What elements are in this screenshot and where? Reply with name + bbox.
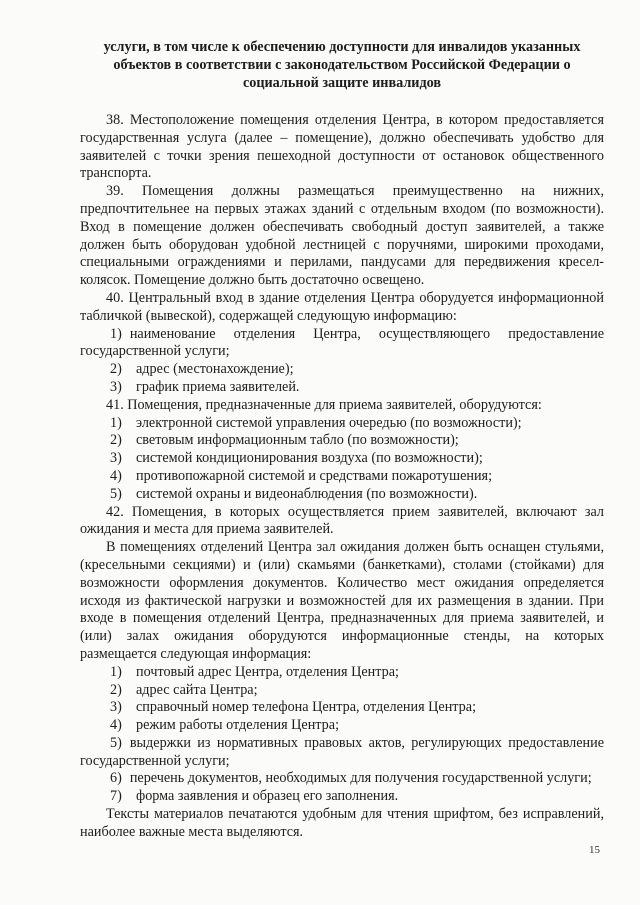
list-item: 5) выдержки из нормативных правовых актов, регулирующих предоставление государственной услуги; xyxy=(80,734,604,769)
list-item: 1) почтовый адрес Центра, отделения Центра; xyxy=(110,663,399,680)
list-item: 2) адрес (местонахождение); xyxy=(110,361,294,378)
list-item: 6) перечень документов, необходимых для получения государственной услуги; xyxy=(110,770,592,787)
list-item: 3) справочный номер телефона Центра, отделения Центра; xyxy=(110,699,477,716)
list-item: 1) наименование отделения Центра, осуществляющего предоставление государственной услуги; xyxy=(80,325,604,360)
list-item: 2) световым информационным табло (по возможности); xyxy=(110,432,459,449)
list-item: 3) системой кондиционирования воздуха (по возможности); xyxy=(110,450,483,467)
paragraph-42: 42. Помещения, в которых осуществляется прием заявителей, включают зал ожидания и места для приема заявителей. xyxy=(80,503,604,538)
list-item: 3) график приема заявителей. xyxy=(110,378,300,395)
list-item: 2) адрес сайта Центра; xyxy=(110,681,258,698)
paragraph-38: 38. Местоположение помещения отделения Центра, в котором предоставляется государственная услуга (далее – помещение), должно обеспечивать удобство для заявителей с точки зрения пешеходной доступности от остановок общественного транспорта. xyxy=(80,112,604,182)
document-body xyxy=(80,38,604,842)
page-number: 15 xyxy=(589,844,600,856)
paragraph-42-waiting-area: В помещениях отделений Центра зал ожидания должен быть оснащен стульями, (кресельными секциями) и (или) скамьями (банкетками), столами (стойками) для возможности оформления документов. Количество мест ожидания определяется исходя из фактической нагрузки и возможностей для их размещения в здании. При входе в помещения отделений Центра, предназначенных для приема заявителей, и (или) залах ожидания оборудуются информационные стенды, на которых размещается следующая информация: xyxy=(80,539,604,662)
paragraph-closing: Тексты материалов печатаются удобным для чтения шрифтом, без исправлений, наиболее важные места выделяются. xyxy=(80,806,604,840)
paragraph-41: 41. Помещения, предназначенные для приема заявителей, оборудуются: xyxy=(106,396,542,413)
paragraph-39: 39. Помещения должны размещаться преимущественно на нижних, предпочтительнее на первых этажах зданий с отдельным входом (по возможности). Вход в помещение должен обеспечивать свободный доступ заявителей, а также должен быть оборудован удобной лестницей с поручнями, широкими проходами, специальными ограждениями и перилами, пандусами для передвижения кресел-колясок. Помещение должно быть достаточно освещено. xyxy=(80,183,604,289)
list-item: 5) системой охраны и видеонаблюдения (по возможности). xyxy=(110,485,478,502)
list-item: 4) противопожарной системой и средствами пожаротушения; xyxy=(110,467,493,484)
list-item: 4) режим работы отделения Центра; xyxy=(110,717,340,734)
list-item: 1) электронной системой управления очередью (по возможности); xyxy=(110,414,522,431)
list-item: 7) форма заявления и образец его заполнения. xyxy=(110,788,399,805)
section-title: услуги, в том числе к обеспечению доступности для инвалидов указанных объектов в соответствии с законодательством Российской Федерации о социальной защите инвалидов xyxy=(103,39,581,91)
paragraph-40: 40. Центральный вход в здание отделения Центра оборудуется информационной табличкой (вывеской), содержащей следующую информацию: xyxy=(80,289,604,324)
